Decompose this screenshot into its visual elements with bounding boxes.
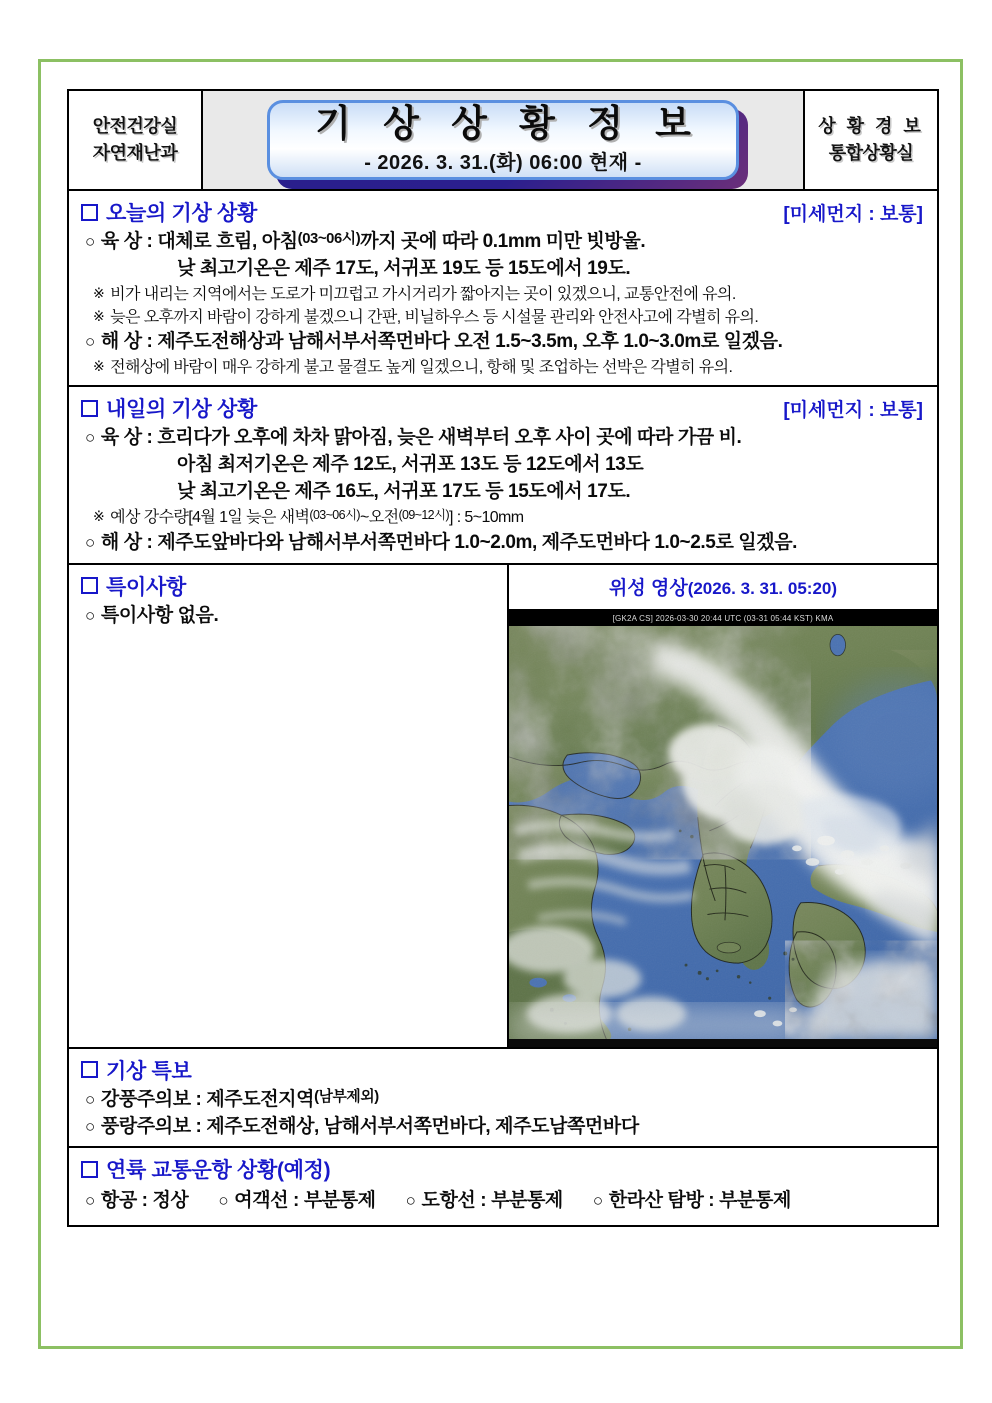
title-plate <box>267 100 739 180</box>
tomorrow-sea-line <box>85 530 925 557</box>
warnings-heading <box>69 1053 937 1087</box>
page-title-datetime: - 2026. 3. 31.(화) 06:00 현재 - <box>364 151 642 174</box>
today-heading <box>69 195 937 229</box>
transport-item-island-boat <box>406 1188 563 1215</box>
checkbox-icon <box>81 1061 98 1078</box>
asterisk-icon: ※ <box>93 284 105 301</box>
warning-item-label: 강풍주의보 : 제주도전지역 <box>100 1088 315 1110</box>
special-body <box>69 603 507 630</box>
special-item-text: 특이사항 없음. <box>100 604 219 626</box>
satellite-caption-label: 위성 영상 <box>608 577 688 599</box>
section-special-and-satellite <box>69 565 937 1049</box>
special-item <box>85 603 495 630</box>
tomorrow-max-temp: 낮 최고기온은 제주 16도, 서귀포 17도 등 15도에서 17도. <box>177 481 631 503</box>
satellite-image <box>509 611 937 1039</box>
checkbox-icon <box>81 1161 98 1178</box>
satellite-caption-time: (2026. 3. 31. 05:20) <box>687 578 838 598</box>
today-sea-text: 해 상 : 제주도전해상과 남해서부서쪽먼바다 오전 1.5~3.5m, 오후 1.0~3.0m로 일겠음. <box>100 331 783 353</box>
today-land-line2 <box>85 256 925 283</box>
special-matters-panel <box>69 565 509 1047</box>
warning-item-label: 풍랑주의보 : 제주도전해상, 남해서부서쪽먼바다, 제주도남쪽먼바다 <box>100 1115 639 1137</box>
circle-bullet-icon: ○ <box>85 1089 95 1109</box>
today-land-line1 <box>85 229 925 256</box>
special-title: 특이사항 <box>106 575 186 599</box>
header-situation-cell <box>803 91 937 189</box>
circle-bullet-icon: ○ <box>218 1191 229 1211</box>
tomorrow-title: 내일의 기상 상황 <box>106 398 257 422</box>
today-note1-text: 비가 내리는 지역에서는 도로가 미끄럽고 가시거리가 짧아지는 곳이 있겠으니, 교통안전에 유의. <box>110 285 736 303</box>
today-note2-text: 늦은 오후까지 바람이 강하게 불겠으니 간판, 비닐하우스 등 시설물 관리와 안전사고에 각별히 유의. <box>110 309 759 327</box>
tomorrow-precip-note <box>85 506 925 529</box>
transport-item-label: 한라산 탐방 : 부분통제 <box>608 1190 791 1212</box>
today-dust-badge: [미세먼지 : 보통] <box>783 203 923 225</box>
tomorrow-sea-text: 해 상 : 제주도앞바다와 남해서부서쪽먼바다 1.0~2.0m, 제주도먼바다 1.0~2.5로 일겠음. <box>100 531 798 553</box>
circle-bullet-icon: ○ <box>85 1116 95 1136</box>
department-division: 자연재난과 <box>92 143 178 163</box>
tomorrow-dust-badge: [미세먼지 : 보통] <box>783 399 923 421</box>
warning-item <box>85 1114 925 1141</box>
circle-bullet-icon: ○ <box>85 332 95 352</box>
circle-bullet-icon: ○ <box>405 1191 416 1211</box>
department-office: 안전건강실 <box>92 116 178 136</box>
title-plate-face <box>267 100 739 180</box>
special-heading <box>69 569 507 603</box>
transport-body <box>69 1186 937 1219</box>
today-land-label: 육 상 : 대체로 흐림, 아침 <box>100 231 298 252</box>
tomorrow-body <box>69 425 937 556</box>
asterisk-icon: ※ <box>93 358 105 375</box>
warning-item-sub: (남부제외) <box>314 1088 379 1105</box>
situation-room-label: 통합상황실 <box>828 143 914 163</box>
tomorrow-land-line3 <box>85 479 925 506</box>
tomorrow-land-line2 <box>85 452 925 479</box>
section-weather-warnings <box>69 1049 937 1149</box>
tomorrow-min-temp: 아침 최저기온은 제주 12도, 서귀포 13도 등 12도에서 13도 <box>177 454 644 476</box>
today-note-1 <box>85 283 925 306</box>
satellite-timestamp-text: [GK2A CS] 2026-03-30 20:44 UTC (03-31 05:44 KST) KMA <box>612 613 834 623</box>
today-land-temp: 낮 최고기온은 제주 17도, 서귀포 19도 등 15도에서 19도. <box>177 257 631 279</box>
circle-bullet-icon: ○ <box>85 428 95 448</box>
tomorrow-land-text: 육 상 : 흐리다가 오후에 차차 맑아짐, 늦은 새벽부터 오후 사이 곳에 따라 가끔 비. <box>100 427 742 449</box>
precip-sub1: (03~06시) <box>309 508 360 523</box>
transport-heading <box>69 1152 937 1186</box>
today-note-2 <box>85 306 925 329</box>
section-today-weather <box>69 191 937 387</box>
transport-item-air <box>85 1188 188 1215</box>
today-sea-line <box>85 329 925 356</box>
satellite-image-wrap <box>509 611 937 1047</box>
circle-bullet-icon: ○ <box>592 1191 603 1211</box>
transport-item-ferry <box>218 1188 375 1215</box>
section-tomorrow-weather <box>69 387 937 564</box>
situation-alert-label: 상 황 경 보 <box>818 116 924 136</box>
today-note3-text: 전해상에 바람이 매우 강하게 불고 물결도 높게 일겠으니, 항해 및 조업하는 선박은 각별히 유의. <box>110 359 733 377</box>
weather-report-document <box>67 89 939 1227</box>
circle-bullet-icon: ○ <box>85 1191 95 1211</box>
circle-bullet-icon: ○ <box>85 605 95 625</box>
circle-bullet-icon: ○ <box>85 232 95 251</box>
precip-prefix: 예상 강수량[4월 1일 늦은 새벽 <box>110 509 310 527</box>
precip-sub2: (09~12시) <box>398 508 450 523</box>
today-title: 오늘의 기상 상황 <box>106 202 257 225</box>
transport-item-label: 항공 : 정상 <box>100 1190 189 1212</box>
transport-item-hallasan <box>593 1188 791 1215</box>
precip-suffix: ] : 5~10mm <box>449 509 524 527</box>
checkbox-icon <box>81 204 98 221</box>
section-transport-status <box>69 1148 937 1225</box>
warnings-body <box>69 1087 937 1141</box>
asterisk-icon: ※ <box>93 308 105 325</box>
tomorrow-land-line1 <box>85 425 925 452</box>
header-title-cell <box>203 91 803 189</box>
page-title: 기 상 상 황 정 보 <box>315 103 702 145</box>
precip-mid: ~오전 <box>359 509 399 527</box>
today-land-rest: 까지 곳에 따라 0.1mm 미만 빗방울. <box>360 231 646 252</box>
satellite-panel <box>509 565 937 1047</box>
transport-item-label: 여객선 : 부분통제 <box>234 1190 376 1212</box>
checkbox-icon <box>81 400 98 417</box>
asterisk-icon: ※ <box>93 508 105 525</box>
today-note-3 <box>85 356 925 379</box>
satellite-timestamp-strip <box>509 611 937 626</box>
today-land-timespan: (03~06시) <box>297 231 361 247</box>
warning-item <box>85 1087 925 1114</box>
checkbox-icon <box>81 577 98 594</box>
header-department-cell <box>69 91 203 189</box>
circle-bullet-icon: ○ <box>85 532 95 552</box>
tomorrow-heading <box>69 391 937 425</box>
today-body <box>69 229 937 379</box>
page-outer-frame <box>38 59 963 1349</box>
transport-item-label: 도항선 : 부분통제 <box>421 1190 563 1212</box>
satellite-caption <box>509 565 937 611</box>
warnings-title: 기상 특보 <box>106 1059 192 1083</box>
transport-title: 연륙 교통운항 상황(예정) <box>106 1159 331 1183</box>
document-header <box>69 91 937 191</box>
